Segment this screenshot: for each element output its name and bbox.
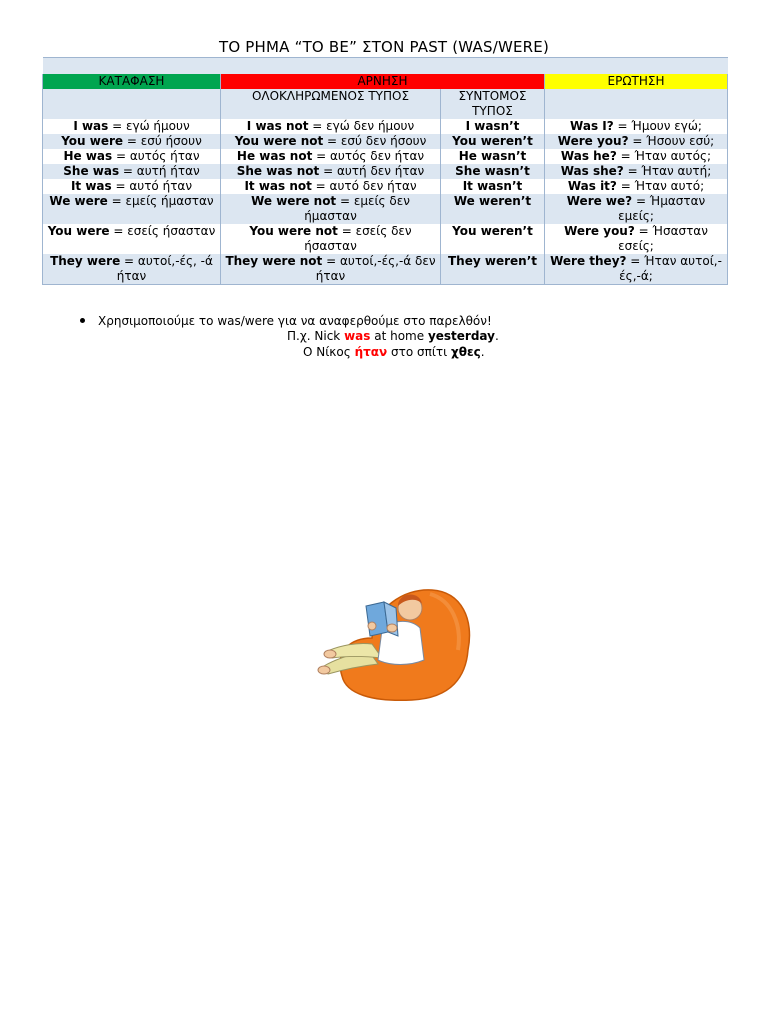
page-title: ΤΟ ΡΗΜΑ “TO BE” ΣΤΟΝ PAST (WAS/WERE) (218, 38, 550, 56)
cell-negative-short: You weren’t (441, 134, 545, 149)
usage-note (80, 313, 700, 329)
table-row (43, 119, 728, 134)
cell-negative-full: It was not = αυτό δεν ήταν (221, 179, 441, 194)
cell-question: Was I? = Ήμουν εγώ; (545, 119, 728, 134)
table-subheader-row (43, 89, 728, 119)
example-greek: Ο Νίκος ήταν στο σπίτι χθες. (303, 345, 485, 359)
subheader-full-form: ΟΛΟΚΛΗΡΩΜΕΝΟΣ ΤΥΠΟΣ (221, 89, 441, 119)
cell-affirmative: It was = αυτό ήταν (43, 179, 221, 194)
table-row (43, 149, 728, 164)
cell-affirmative: He was = αυτός ήταν (43, 149, 221, 164)
usage-note-text: Χρησιμοποιούμε το was/were για να αναφερθούμε στο παρελθόν! (98, 314, 492, 328)
header-question: ΕΡΩΤΗΣΗ (545, 74, 728, 89)
cell-affirmative: You were = εσύ ήσουν (43, 134, 221, 149)
cell-negative-short: She wasn’t (441, 164, 545, 179)
cell-question: Was it? = Ήταν αυτό; (545, 179, 728, 194)
cell-negative-short: I wasn’t (441, 119, 545, 134)
cell-affirmative: I was = εγώ ήμουν (43, 119, 221, 134)
subheader-empty (545, 89, 728, 119)
cell-negative-full: You were not = εσείς δεν ήσασταν (221, 224, 441, 254)
grammar-table (42, 57, 728, 285)
cell-question: Were they? = Ήταν αυτοί,-ές,-ά; (545, 254, 728, 285)
cell-negative-short: They weren’t (441, 254, 545, 285)
cell-affirmative: They were = αυτοί,-ές, -ά ήταν (43, 254, 221, 285)
cell-negative-short: It wasn’t (441, 179, 545, 194)
cell-negative-short: You weren’t (441, 224, 545, 254)
subheader-short-form: ΣΥΝΤΟΜΟΣ ΤΥΠΟΣ (441, 89, 545, 119)
cell-question: Were we? = Ήμασταν εμείς; (545, 194, 728, 224)
table-row (43, 224, 728, 254)
cell-negative-full: She was not = αυτή δεν ήταν (221, 164, 441, 179)
table-row (43, 134, 728, 149)
cell-affirmative: We were = εμείς ήμασταν (43, 194, 221, 224)
cell-negative-full: They were not = αυτοί,-ές,-ά δεν ήταν (221, 254, 441, 285)
cell-question: Were you? = Ήσασταν εσείς; (545, 224, 728, 254)
example-english: Π.χ. Nick was at home yesterday. (287, 329, 499, 343)
table-row (43, 164, 728, 179)
table-row (43, 194, 728, 224)
cell-affirmative: You were = εσείς ήσασταν (43, 224, 221, 254)
cell-affirmative: She was = αυτή ήταν (43, 164, 221, 179)
table-spacer-row (43, 58, 728, 75)
cell-negative-full: I was not = εγώ δεν ήμουν (221, 119, 441, 134)
bullet-icon (80, 318, 85, 323)
boy-reading-illustration (312, 580, 488, 704)
cell-question: Was he? = Ήταν αυτός; (545, 149, 728, 164)
table-row (43, 254, 728, 285)
table-row (43, 179, 728, 194)
cell-negative-full: We were not = εμείς δεν ήμασταν (221, 194, 441, 224)
cell-question: Was she? = Ήταν αυτή; (545, 164, 728, 179)
header-affirmative: ΚΑΤΑΦΑΣΗ (43, 74, 221, 89)
subheader-empty (43, 89, 221, 119)
cell-negative-full: You were not = εσύ δεν ήσουν (221, 134, 441, 149)
cell-negative-full: He was not = αυτός δεν ήταν (221, 149, 441, 164)
header-negative: ΑΡΝΗΣΗ (221, 74, 545, 89)
cell-negative-short: We weren’t (441, 194, 545, 224)
table-header-row (43, 74, 728, 89)
cell-question: Were you? = Ήσουν εσύ; (545, 134, 728, 149)
cell-negative-short: He wasn’t (441, 149, 545, 164)
